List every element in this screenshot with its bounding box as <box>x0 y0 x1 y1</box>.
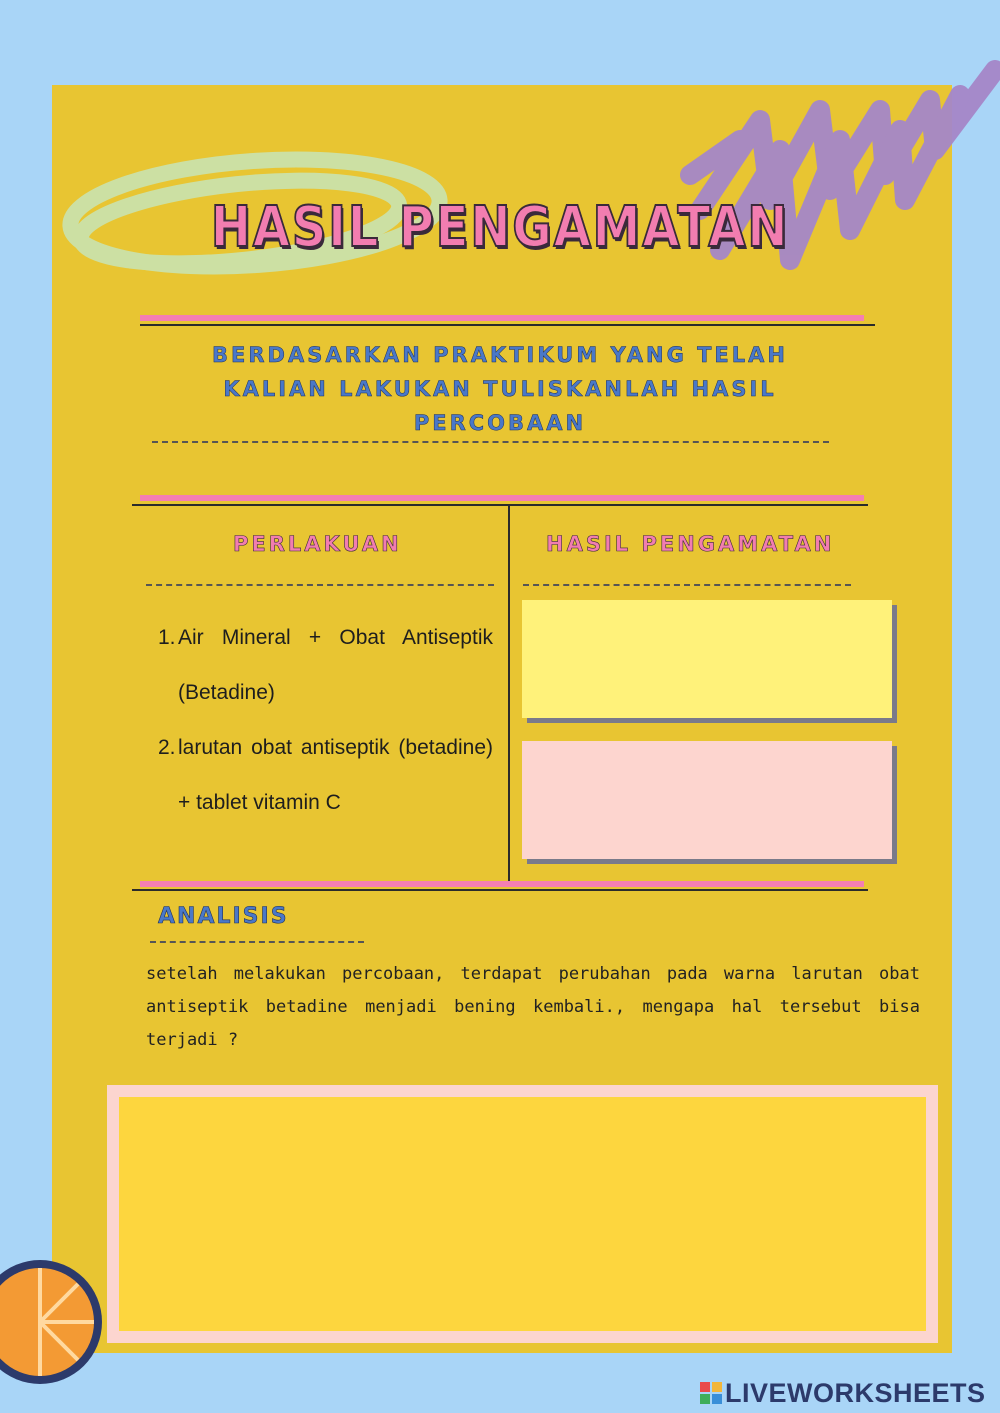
treatment-number-2: 2. <box>158 736 176 759</box>
instruction-line-3: PERCOBAAN <box>413 411 587 435</box>
treatment-item-2 <box>158 720 493 830</box>
answer-box-1[interactable] <box>522 600 892 718</box>
analisis-question: setelah melakukan percobaan, terdapat perubahan pada warna larutan obat antiseptik betadine menjadi bening kembali., mengapa hal tersebut bisa terjadi ? <box>146 964 920 1050</box>
instruction-line-2: KALIAN LAKUKAN TULISKANLAH HASIL <box>223 377 777 401</box>
instruction-line-1: BERDASARKAN PRAKTIKUM YANG TELAH <box>211 343 788 367</box>
brand-name: LIVEWORKSHEETS <box>725 1377 986 1408</box>
table-column-divider <box>508 506 510 882</box>
treatment-number-1: 1. <box>158 626 176 649</box>
treatment-text-2: larutan obat antiseptik (betadine) + tablet vitamin C <box>178 736 493 814</box>
analisis-divider <box>150 941 364 943</box>
column-header-hasil-pengamatan: HASIL PENGAMATAN <box>546 532 835 556</box>
column2-divider <box>523 584 851 586</box>
table-bottom-rule-dark <box>132 889 868 891</box>
title-rule-dark <box>140 324 875 326</box>
table-rule-pink <box>140 495 864 501</box>
page-title: HASIL PENGAMATAN <box>210 195 790 260</box>
liveworksheets-logo-icon <box>700 1382 722 1404</box>
column-header-perlakuan: PERLAKUAN <box>233 532 402 556</box>
column1-divider <box>146 584 494 586</box>
table-rule-dark <box>132 504 868 506</box>
table-bottom-rule-pink <box>140 881 864 887</box>
liveworksheets-brand <box>700 1378 986 1408</box>
instruction-text <box>150 338 850 440</box>
answer-box-2[interactable] <box>522 741 892 859</box>
orange-slice-decoration <box>0 1260 102 1384</box>
treatment-text-1: Air Mineral + Obat Antiseptik (Betadine) <box>178 626 493 704</box>
analysis-answer-frame <box>107 1085 938 1343</box>
analysis-answer-box[interactable] <box>119 1097 926 1331</box>
instruction-divider <box>152 441 829 443</box>
title-rule-pink <box>140 315 864 321</box>
analisis-heading: ANALISIS <box>158 904 289 929</box>
treatment-item-1 <box>158 610 493 720</box>
